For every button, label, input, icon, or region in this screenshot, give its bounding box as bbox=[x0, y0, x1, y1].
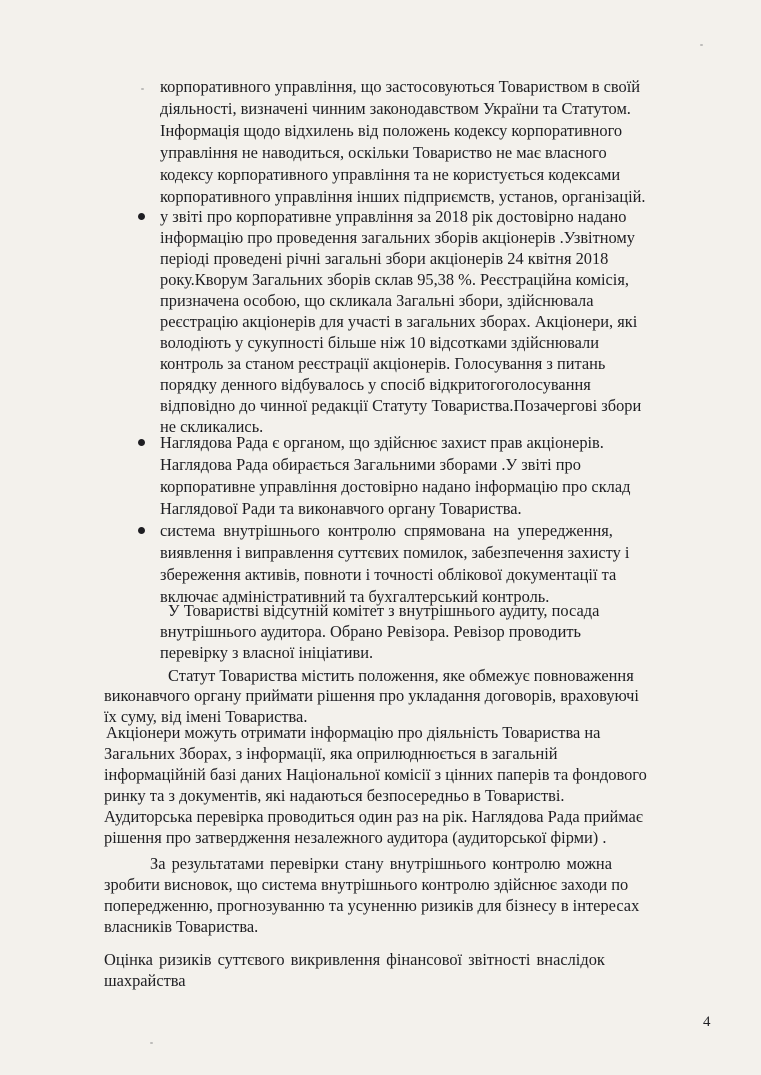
text-line: виявлення і виправлення суттєвих помилок, забезпечення захисту і bbox=[160, 543, 630, 562]
text-line: діяльності, визначені чинним законодавством України та Статутом. bbox=[160, 99, 631, 118]
bullet-point bbox=[138, 439, 145, 446]
scan-speck bbox=[700, 44, 703, 46]
page-number: 4 bbox=[703, 1014, 711, 1030]
text-line: Наглядова Рада є органом, що здійснює захист прав акціонерів. bbox=[160, 433, 604, 452]
text-line: Наглядова Рада обирається Загальними зборами .У звіті про bbox=[160, 455, 581, 474]
text-line: Аудиторська перевірка проводиться один раз на рік. Наглядова Рада приймає bbox=[104, 807, 643, 826]
text-line: система внутрішнього контролю спрямована на упередження, bbox=[160, 521, 613, 540]
scan-speck bbox=[141, 88, 144, 90]
text-line: володіють у сукупності більше ніж 10 відсотками здійснювали bbox=[160, 333, 599, 352]
text-line: Загальних Зборах, з інформації, яка оприлюднюється в загальній bbox=[104, 744, 558, 763]
text-line: корпоративне управління достовірно надано інформацію про склад bbox=[160, 477, 631, 496]
bullet-point bbox=[138, 213, 145, 220]
text-line: року.Кворум Загальних зборів склав 95,38 %. Реєстраційна комісія, bbox=[160, 270, 629, 289]
text-line: Наглядової Ради та виконавчого органу Товариства. bbox=[160, 499, 522, 518]
text-line: корпоративного управління інших підприємств, установ, організацій. bbox=[160, 187, 646, 206]
text-line: корпоративного управління, що застосовуються Товариством в своїй bbox=[160, 77, 641, 96]
text-line: ринку та з документів, які надаються безпосередньо в Товаристві. bbox=[104, 786, 565, 805]
text-line: кодексу корпоративного управління та не користується кодексами bbox=[160, 165, 621, 184]
text-line: зробити висновок, що система внутрішнього контролю здійснює заходи по bbox=[104, 875, 629, 894]
scan-speck bbox=[150, 1042, 153, 1044]
text-line: Оцінка ризиків суттєвого викривлення фінансової звітності внаслідок bbox=[104, 950, 605, 969]
text-line: попередженню, прогнозуванню та усуненню ризиків для бізнесу в інтересах bbox=[104, 896, 640, 915]
text-line: призначена особою, що скликала Загальні збори, здійснювала bbox=[160, 291, 594, 310]
text-line: управління не наводиться, оскільки Товариство не має власного bbox=[160, 143, 607, 162]
text-line: інформацію про проведення загальних зборів акціонерів .Узвітному bbox=[160, 228, 635, 247]
text-line: виконавчого органу приймати рішення про укладання договорів, враховуючі bbox=[104, 686, 639, 705]
text-line: контроль за станом реєстрації акціонерів. Голосування з питань bbox=[160, 354, 606, 373]
text-line: внутрішнього аудитора. Обрано Ревізора. Ревізор проводить bbox=[160, 622, 582, 641]
text-line: У Товаристві відсутній комітет з внутрішнього аудиту, посада bbox=[168, 601, 600, 620]
text-line: періоді проведені річні загальні збори акціонерів 24 квітня 2018 bbox=[160, 249, 609, 268]
text-line: реєстрацію акціонерів для участі в загальних зборах. Акціонери, які bbox=[160, 312, 638, 331]
text-line: шахрайства bbox=[104, 971, 186, 990]
text-line: їх суму, від імені Товариства. bbox=[104, 707, 308, 726]
text-line: Інформація щодо відхилень від положень кодексу корпоративного bbox=[160, 121, 623, 140]
text-line: збереження активів, повноти і точності облікової документації та bbox=[160, 565, 617, 584]
text-line: Статут Товариства містить положення, яке обмежує повноваження bbox=[168, 666, 634, 685]
text-line: власників Товариства. bbox=[104, 917, 259, 936]
text-line: перевірку з власної ініціативи. bbox=[160, 643, 374, 662]
text-line: включає адміністративний та бухгалтерський контроль. bbox=[160, 587, 550, 606]
text-line: Акціонери можуть отримати інформацію про діяльність Товариства на bbox=[106, 723, 601, 742]
text-line: у звіті про корпоративне управління за 2018 рік достовірно надано bbox=[160, 207, 627, 226]
text-line: порядку денного відбувалось у спосіб відкритогоголосування bbox=[160, 375, 591, 394]
text-line: інформаційній базі даних Національної комісії з цінних паперів та фондового bbox=[104, 765, 647, 784]
text-line: За результатами перевірки стану внутрішнього контролю можна bbox=[150, 854, 612, 873]
bullet-point bbox=[138, 527, 145, 534]
text-line: відповідно до чинної редакції Статуту Товариства.Позачергові збори bbox=[160, 396, 642, 415]
text-line: рішення про затвердження незалежного аудитора (аудиторської фірми) . bbox=[104, 828, 607, 847]
text-line: не скликались. bbox=[160, 417, 264, 436]
